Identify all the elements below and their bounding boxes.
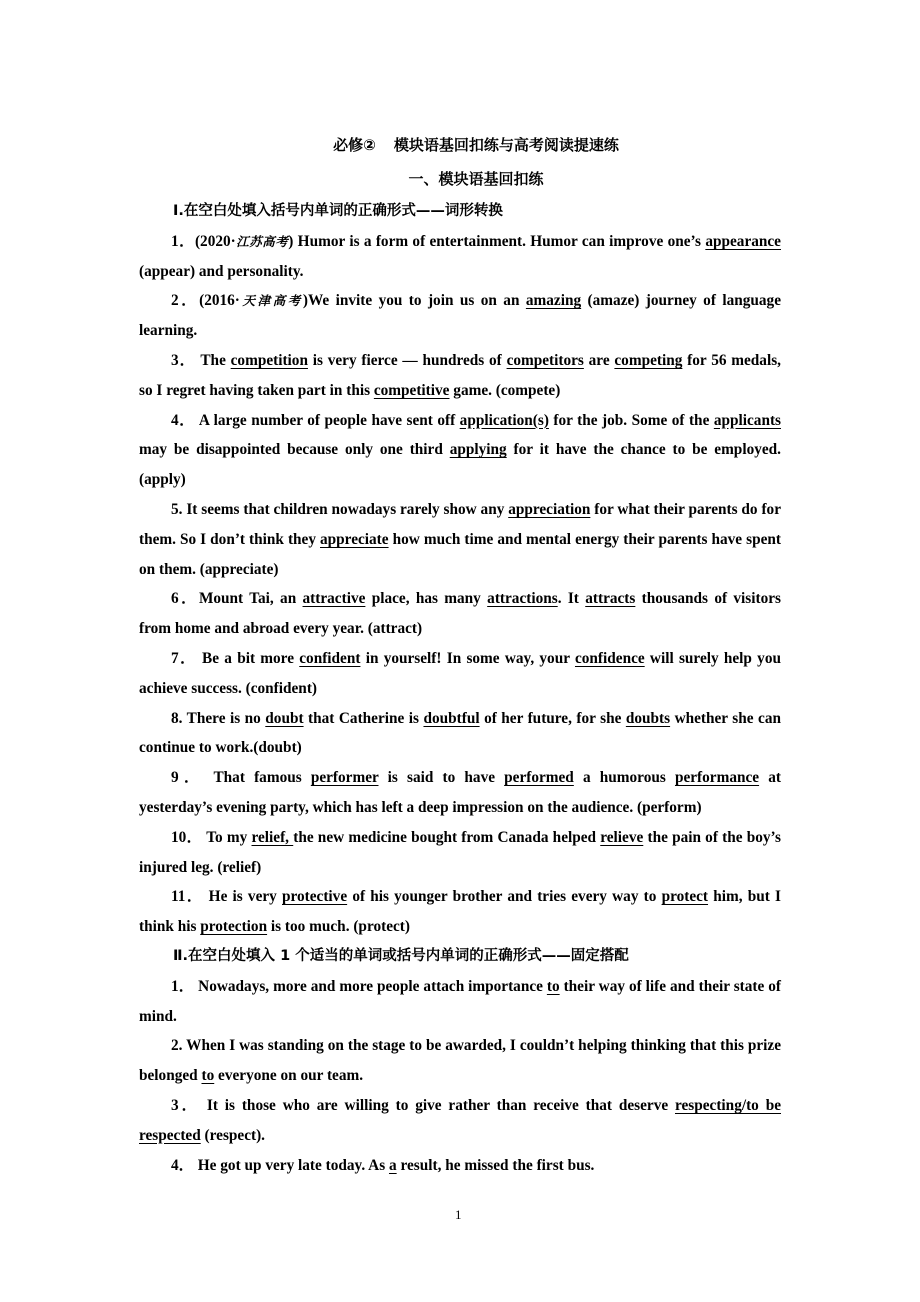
answer-blank: performer <box>310 769 379 787</box>
answer-blank: a <box>388 1156 397 1174</box>
text-segment: whether she can continue to work.(doubt) <box>139 709 781 757</box>
text-segment: the pain of the boy’s injured leg. (relief) <box>139 828 781 876</box>
answer-blank: confident <box>299 649 361 667</box>
exercise-item <box>139 823 781 883</box>
exercise-item <box>139 406 781 495</box>
answer-blank: protection <box>200 918 268 936</box>
page-number: 1 <box>455 1207 462 1222</box>
text-segment: are <box>583 351 615 369</box>
exercise-item <box>139 346 781 406</box>
answer-blank: appreciation <box>508 500 591 518</box>
text-segment: 1． Nowadays, more and more people attach importance <box>171 977 547 995</box>
text-segment: for what their parents do for them. So I don’t think they <box>139 500 781 548</box>
text-segment: their way of life and their state of mind. <box>139 977 781 1025</box>
answer-blank: doubt <box>265 709 304 727</box>
answer-blank: appearance <box>705 232 781 250</box>
text-segment: 11． He is very <box>171 888 282 906</box>
text-segment: the new medicine bought from Canada helped <box>293 828 601 846</box>
exam-source: 江苏高考 <box>235 233 289 249</box>
text-segment: Ⅰ.在空白处填入括号内单词的正确形式——词形转换 <box>173 203 503 219</box>
text-segment: how much time and mental energy their parents have spent on them. (appreciate) <box>139 530 781 578</box>
answer-blank: attractive <box>302 590 366 608</box>
text-segment: is too much. (protect) <box>267 918 410 936</box>
answer-blank: application(s) <box>459 411 549 429</box>
exercise-item <box>139 704 781 764</box>
text-segment: 6．Mount Tai, an <box>171 590 303 608</box>
text-segment: at yesterday’s evening party, which has left a deep impression on the audience. (perform) <box>139 769 781 816</box>
section-heading <box>139 942 781 972</box>
text-segment: for the job. Some of the <box>548 411 714 429</box>
text-segment: is very fierce — hundreds of <box>307 351 507 369</box>
title-main: 模块语基回扣练与高考阅读提速练 <box>393 136 619 154</box>
exercise-item <box>139 1031 781 1091</box>
exercise-item <box>139 227 781 287</box>
answer-blank: protective <box>282 888 348 906</box>
text-segment: 1．(2020· <box>171 232 236 250</box>
answer-blank: competition <box>230 351 308 369</box>
text-segment: is said to have <box>378 769 505 787</box>
text-segment: (appear) and personality. <box>139 262 304 280</box>
exercise-item <box>139 763 781 823</box>
text-segment: 10． To my <box>171 828 252 846</box>
text-segment: everyone on our team. <box>214 1067 364 1085</box>
text-segment: 9． That famous <box>171 769 311 787</box>
answer-blank: competitive <box>373 381 450 399</box>
answer-blank: appreciate <box>320 530 389 548</box>
section-heading <box>139 197 781 227</box>
answer-blank: relieve <box>600 828 644 846</box>
text-segment: result, he missed the first bus. <box>396 1156 595 1174</box>
text-segment: 3． The <box>171 351 231 369</box>
text-segment: 5. It seems that children nowadays rarely show any <box>171 500 509 518</box>
text-segment: (respect). <box>200 1126 266 1144</box>
answer-blank: attractions <box>487 590 558 608</box>
text-segment: Ⅱ.在空白处填入 1 个适当的单词或括号内单词的正确形式——固定搭配 <box>173 947 629 964</box>
answer-blank: competing <box>614 351 683 369</box>
text-segment: (amaze) journey of language learning. <box>139 292 781 340</box>
text-segment: of his younger brother and tries every way to <box>347 888 662 906</box>
text-segment: 7． Be a bit more <box>171 649 300 667</box>
answer-blank: protect <box>661 888 709 906</box>
text-segment: place, has many <box>365 590 488 608</box>
answer-blank: to <box>201 1067 215 1085</box>
answer-blank: attracts <box>585 590 636 608</box>
answer-blank: applying <box>449 441 507 459</box>
text-segment: . It <box>557 590 586 608</box>
answer-blank: applicants <box>713 411 781 429</box>
text-segment: a humorous <box>573 769 675 787</box>
answer-blank: confidence <box>574 649 645 667</box>
text-segment: for it have the chance to be employed. (apply) <box>139 441 781 489</box>
text-segment: )We invite you to join us on an <box>302 292 526 310</box>
document-title <box>0 134 920 155</box>
text-segment: 8. There is no <box>171 709 266 727</box>
answer-blank: doubts <box>625 709 671 727</box>
answer-blank: doubtful <box>423 709 480 727</box>
text-segment: that Catherine is <box>303 709 424 727</box>
exercise-item <box>139 584 781 644</box>
exercise-item <box>139 882 781 942</box>
document-body <box>139 197 781 1180</box>
exercise-item <box>139 644 781 704</box>
answer-blank: performed <box>504 769 574 787</box>
answer-blank: relief, <box>251 828 294 846</box>
answer-blank: to <box>546 977 560 995</box>
exercise-item <box>139 495 781 584</box>
text-segment: of her future, for she <box>479 709 626 727</box>
exercise-item <box>139 1091 781 1151</box>
answer-blank: competitors <box>506 351 584 369</box>
text-segment: thousands of visitors from home and abroad every year. (attract) <box>139 590 781 638</box>
text-segment: ) Humor is a form of entertainment. Humor can improve one’s <box>288 232 706 250</box>
text-segment: game. (compete) <box>449 381 561 399</box>
answer-blank: respecting/to be respected <box>139 1096 781 1144</box>
text-segment: him, but I think his <box>139 888 781 936</box>
answer-blank: performance <box>674 769 760 787</box>
text-segment: may be disappointed because only one third <box>139 441 450 459</box>
text-segment: will surely help you achieve success. (confident) <box>139 649 781 697</box>
text-segment: 4． A large number of people have sent off <box>171 411 460 429</box>
exercise-item <box>139 286 781 346</box>
text-segment: in yourself! In some way, your <box>360 649 575 667</box>
exercise-item <box>139 1151 781 1181</box>
text-segment: 3． It is those who are willing to give rather than receive that deserve <box>171 1096 675 1114</box>
exam-source: 天津高考 <box>239 293 303 309</box>
text-segment: 4． He got up very late today. As <box>171 1156 389 1174</box>
text-segment: for 56 medals, so I regret having taken part in this <box>139 351 781 399</box>
answer-blank: amazing <box>525 292 582 310</box>
title-module: 必修② <box>333 136 376 154</box>
text-segment: 2．(2016· <box>171 292 240 310</box>
section-subtitle: 一、模块语基回扣练 <box>408 170 544 188</box>
text-segment: 2. When I was standing on the stage to be awarded, I couldn’t helping thinking that this prize belonged <box>139 1037 781 1085</box>
exercise-item <box>139 972 781 1032</box>
